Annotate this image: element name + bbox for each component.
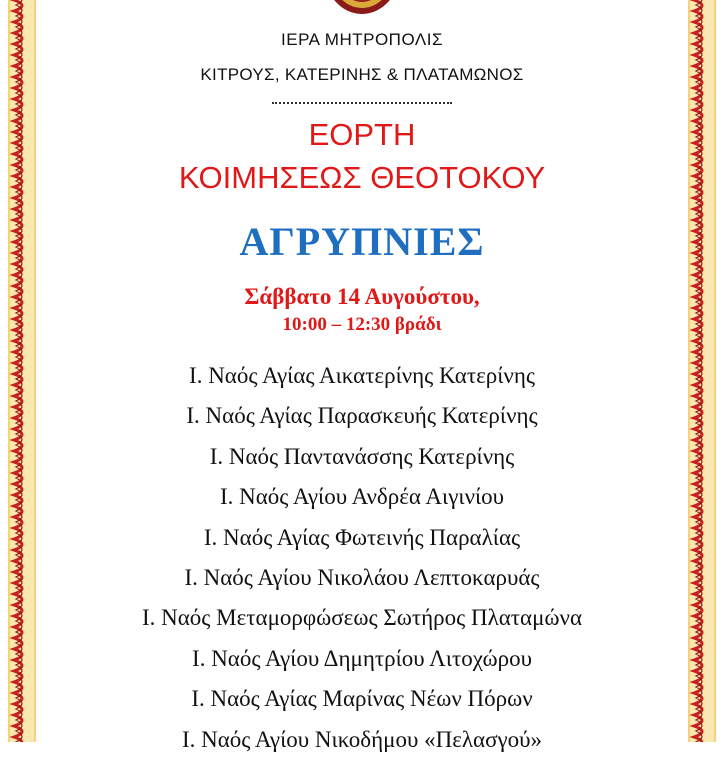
church-item: Ι. Ναός Παντανάσσης Κατερίνης	[209, 443, 515, 469]
dotted-divider	[272, 102, 452, 104]
church-item: Ι. Ναός Μεταμορφώσεως Σωτήρος Πλαταμώνα	[141, 605, 582, 631]
title-line-2: ΚΟΙΜΗΣΕΩΣ ΘΕΟΤΟΚΟΥ	[178, 160, 546, 195]
church-item: Ι. Ναός Αγίου Νικοδήμου «Πελασγού»	[181, 726, 543, 752]
church-item: Ι. Ναός Αγίας Φωτεινής Παραλίας	[203, 524, 521, 550]
church-list	[0, 356, 724, 760]
church-item: Ι. Ναός Αγίας Μαρίνας Νέων Πόρων	[191, 686, 533, 712]
church-item: Ι. Ναός Αγίου Ανδρέα Αιγινίου	[219, 484, 505, 510]
metropolis-seal-icon	[322, 0, 402, 20]
church-item: Ι. Ναός Αγίας Αικατερίνης Κατερίνης	[189, 363, 535, 388]
church-item: Ι. Ναός Αγίου Νικολάου Λεπτοκαρυάς	[184, 564, 540, 590]
church-item: Ι. Ναός Αγίας Παρασκευής Κατερίνης	[186, 403, 538, 429]
church-item: Ι. Ναός Αγίου Δημητρίου Λιτοχώρου	[192, 645, 532, 671]
title-line-1: ΕΟΡΤΗ	[308, 117, 416, 152]
time-line: 10:00 – 12:30 βράδι	[282, 314, 442, 335]
subtitle-vigils: ΑΓΡΥΠΝΙΕΣ	[239, 219, 485, 264]
header-line-1: ΙΕΡΑ ΜΗΤΡΟΠΟΛΙΣ	[281, 30, 443, 49]
header-line-2: ΚΙΤΡΟΥΣ, ΚΑΤΕΡΙΝΗΣ & ΠΛΑΤΑΜΩΝΟΣ	[200, 65, 524, 84]
date-line: Σάββατο 14 Αυγούστου,	[244, 284, 480, 309]
